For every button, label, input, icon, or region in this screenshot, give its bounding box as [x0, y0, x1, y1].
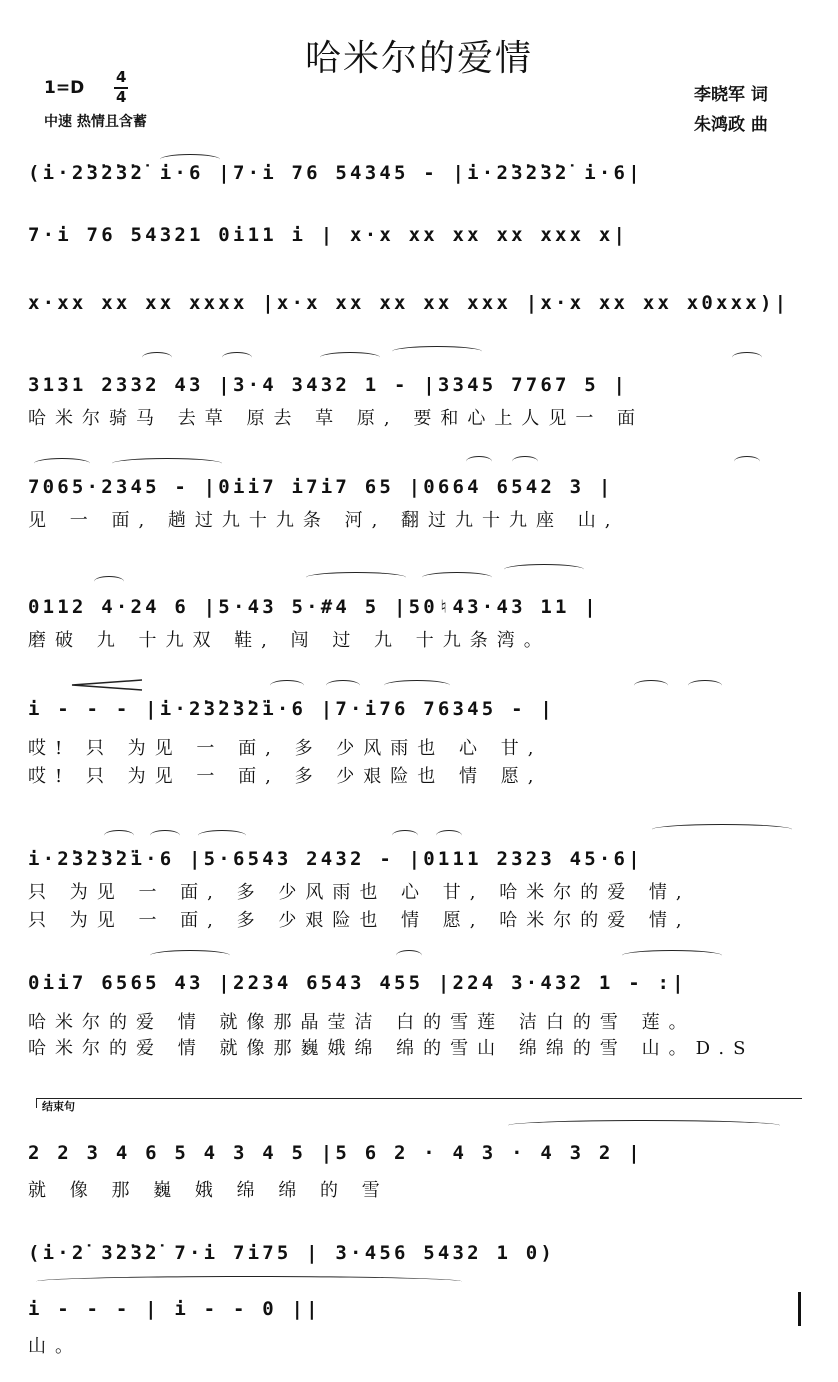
- slur: [198, 830, 246, 841]
- notation-line-12: i - - - | i - - 0 ||: [28, 1298, 321, 1320]
- slur: [150, 950, 230, 961]
- song-title: 哈米尔的爱情: [304, 38, 533, 79]
- lyric-line-8b: 只 为见 一 面, 多 少艰险也 情 愿, 哈米尔的爱 情,: [28, 910, 691, 931]
- lyric-line-6: 磨破 九 十九双 鞋, 闯 过 九 十九条湾。: [28, 630, 551, 651]
- key-signature: 1=D: [44, 78, 85, 98]
- slur: [104, 830, 134, 841]
- notation-line-5: 7065·2345 - |0ii7 i7i7 65 |0664 6542 3 |: [28, 476, 614, 498]
- notation-line-11: (i·2̇ 3̇2̇3̇2̇ 7·i 7i75 | 3·456 5432 1 0): [28, 1242, 556, 1264]
- lyric-line-7a: 哎! 只 为见 一 面, 多 少风雨也 心 甘,: [28, 738, 543, 759]
- slur: [112, 458, 222, 469]
- notation-line-8: i·2̇3̇2̇3̇2̇i·6 |5·6543 2432 - |0111 2323 45·6|: [28, 848, 643, 870]
- notation-line-2: 7·i 76 54321 0i11 i | x·x xx xx xx xxx x|: [28, 224, 629, 246]
- slur: [634, 680, 668, 691]
- notation-line-3: x·xx xx xx xxxx |x·x xx xx xx xxx |x·x xx xx x0xxx)|: [28, 292, 790, 314]
- slur: [652, 824, 792, 835]
- coda-bracket-tick: [36, 1098, 37, 1108]
- lyric-line-5: 见 一 面, 趟过九十九条 河, 翻过九十九座 山,: [28, 510, 620, 531]
- coda-label: 结束句: [42, 1100, 75, 1113]
- slur: [34, 458, 90, 469]
- slur: [306, 572, 406, 583]
- slur: [436, 830, 462, 841]
- lyricist-credit: 李晓军 词: [694, 85, 768, 105]
- notation-line-9: 0ii7 6565 43 |2234 6543 455 |224 3·432 1 - :|: [28, 972, 687, 994]
- lyric-line-12: 山。: [28, 1336, 82, 1357]
- crescendo-mark: [70, 676, 144, 688]
- slur: [392, 830, 418, 841]
- slur: [396, 950, 422, 961]
- slur: [622, 950, 722, 961]
- lyric-line-4: 哈米尔骑马 去草 原去 草 原, 要和心上人见一 面: [28, 408, 645, 429]
- slur: [732, 352, 762, 363]
- lyric-line-9b: 哈米尔的爱 情 就像那巍娥绵 绵的雪山 绵绵的雪 山。D.S: [28, 1038, 755, 1059]
- slur: [734, 456, 760, 467]
- slur: [150, 830, 180, 841]
- time-numerator: 4: [116, 68, 127, 86]
- slur: [142, 352, 172, 363]
- notation-line-6: 0112 4·24 6 |5·43 5·#4 5 |50♮43·43 11 |: [28, 596, 599, 618]
- slur: [270, 680, 304, 691]
- notation-line-10: 2 2 3 4 6 5 4 3 4 5 |5 6 2 · 4 3 · 4 3 2 |: [28, 1142, 643, 1164]
- notation-line-4: 3131 2332 43 |3·4 3432 1 - |3345 7767 5 |: [28, 374, 629, 396]
- slur: [222, 352, 252, 363]
- composer-credit: 朱鸿政 曲: [694, 115, 768, 135]
- slur: [36, 1276, 462, 1287]
- lyric-line-10: 就 像 那 巍 娥 绵 绵 的 雪: [28, 1180, 389, 1201]
- lyric-line-9a: 哈米尔的爱 情 就像那晶莹洁 白的雪莲 洁白的雪 莲。: [28, 1012, 696, 1033]
- notation-line-7: i - - - |i·2̇3̇2̇3̇2̇i·6 |7·i76 76345 - |: [28, 698, 556, 720]
- lyric-line-7b: 哎! 只 为见 一 面, 多 少艰险也 情 愿,: [28, 766, 543, 787]
- slur: [508, 1120, 780, 1131]
- slur: [160, 154, 220, 165]
- slur: [512, 456, 538, 467]
- notation-line-1: (i·2̇3̇2̇3̇2̇ i·6 |7·i 76 54345 - |i·2̇3̇2̇3̇2̇ i·6|: [28, 162, 643, 184]
- final-barline: [798, 1292, 801, 1326]
- coda-bracket-line: [36, 1098, 802, 1099]
- slur: [688, 680, 722, 691]
- slur: [466, 456, 492, 467]
- slur: [392, 346, 482, 357]
- slur: [384, 680, 450, 691]
- slur: [94, 576, 124, 587]
- tempo-marking: 中速 热情且含蓄: [44, 114, 147, 130]
- time-denominator: 4: [116, 88, 127, 106]
- slur: [422, 572, 492, 583]
- slur: [326, 680, 360, 691]
- slur: [504, 564, 584, 575]
- lyric-line-8a: 只 为见 一 面, 多 少风雨也 心 甘, 哈米尔的爱 情,: [28, 882, 691, 903]
- slur: [320, 352, 380, 363]
